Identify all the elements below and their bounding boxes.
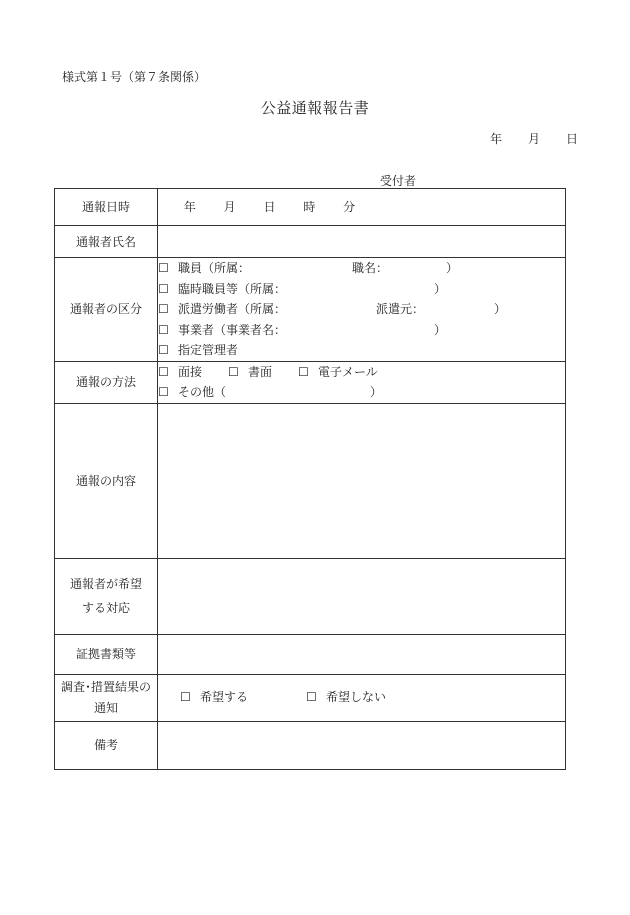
row-datetime xyxy=(55,189,566,226)
value-datetime[interactable] xyxy=(158,189,566,226)
row-name xyxy=(55,226,566,258)
row-category xyxy=(55,258,566,362)
category-option-business[interactable]: ☐ 事業者（事業者名： ） xyxy=(158,320,565,341)
method-option-interview: 面接 xyxy=(178,364,203,379)
value-reporter-category xyxy=(158,258,566,362)
row-evidence xyxy=(55,634,566,674)
value-report-method xyxy=(158,361,566,403)
date-day-label: 日 xyxy=(566,132,579,146)
form-number: 様式第１号（第７条関係） xyxy=(62,70,207,84)
label-desired-response: 通報者が希望 する対応 xyxy=(55,558,158,634)
datetime-month: 月 xyxy=(223,199,236,214)
checkbox-icon[interactable]: ☐ xyxy=(180,690,191,705)
checkbox-icon[interactable]: ☐ xyxy=(158,322,169,337)
value-remarks[interactable] xyxy=(158,721,566,769)
label-datetime: 通報日時 xyxy=(55,189,158,226)
category-option-dispatched[interactable]: ☐ 派遣労働者（所属： 派遣元： ） xyxy=(158,299,565,320)
value-reporter-name[interactable] xyxy=(158,226,566,258)
checkbox-icon[interactable]: ☐ xyxy=(298,364,309,379)
checkbox-icon[interactable]: ☐ xyxy=(306,690,317,705)
checkbox-icon[interactable]: ☐ xyxy=(158,302,169,316)
checkbox-icon[interactable]: ☐ xyxy=(158,261,169,275)
method-option-email: 電子メール xyxy=(318,364,378,379)
datetime-day: 日 xyxy=(263,199,276,214)
datetime-year: 年 xyxy=(183,199,196,214)
label-report-method: 通報の方法 xyxy=(55,361,158,403)
category-option-temporary[interactable]: ☐ 臨時職員等（所属： ） xyxy=(158,279,565,300)
row-content xyxy=(55,403,566,558)
method-option-document: 書面 xyxy=(248,364,273,379)
document-title: 公益通報報告書 xyxy=(260,99,370,117)
row-desired-response xyxy=(55,558,566,634)
label-reporter-name: 通報者氏名 xyxy=(55,226,158,258)
checkbox-icon[interactable]: ☐ xyxy=(158,364,169,379)
label-reporter-category: 通報者の区分 xyxy=(55,258,158,362)
value-evidence[interactable] xyxy=(158,634,566,674)
value-result-notice xyxy=(158,674,566,721)
method-option-other[interactable]: ☐ その他（ ） xyxy=(158,382,565,403)
receiver-label: 受付者 xyxy=(380,174,417,188)
report-form-table xyxy=(54,188,566,770)
notice-option-not-desired: 希望しない xyxy=(326,690,387,705)
category-option-staff[interactable]: ☐ 職員（所属： 職名： ） xyxy=(158,258,565,279)
datetime-minute: 分 xyxy=(343,199,356,214)
report-date xyxy=(490,130,578,147)
checkbox-icon[interactable]: ☐ xyxy=(228,364,239,379)
label-evidence: 証拠書類等 xyxy=(55,634,158,674)
row-method xyxy=(55,361,566,403)
label-remarks: 備考 xyxy=(55,721,158,769)
datetime-hour: 時 xyxy=(303,199,316,214)
notice-option-desired: 希望する xyxy=(200,690,249,705)
label-report-content: 通報の内容 xyxy=(55,403,158,558)
row-result-notice xyxy=(55,674,566,721)
value-desired-response[interactable] xyxy=(158,558,566,634)
checkbox-icon[interactable]: ☐ xyxy=(158,385,169,399)
row-remarks xyxy=(55,721,566,769)
date-year-label: 年 xyxy=(490,132,503,146)
category-option-designated-manager[interactable]: ☐ 指定管理者 xyxy=(158,340,565,361)
label-result-notice: 調査･措置結果の 通知 xyxy=(55,674,158,721)
checkbox-icon[interactable]: ☐ xyxy=(158,343,169,357)
checkbox-icon[interactable]: ☐ xyxy=(158,281,169,296)
value-report-content[interactable] xyxy=(158,403,566,558)
date-month-label: 月 xyxy=(528,132,541,146)
